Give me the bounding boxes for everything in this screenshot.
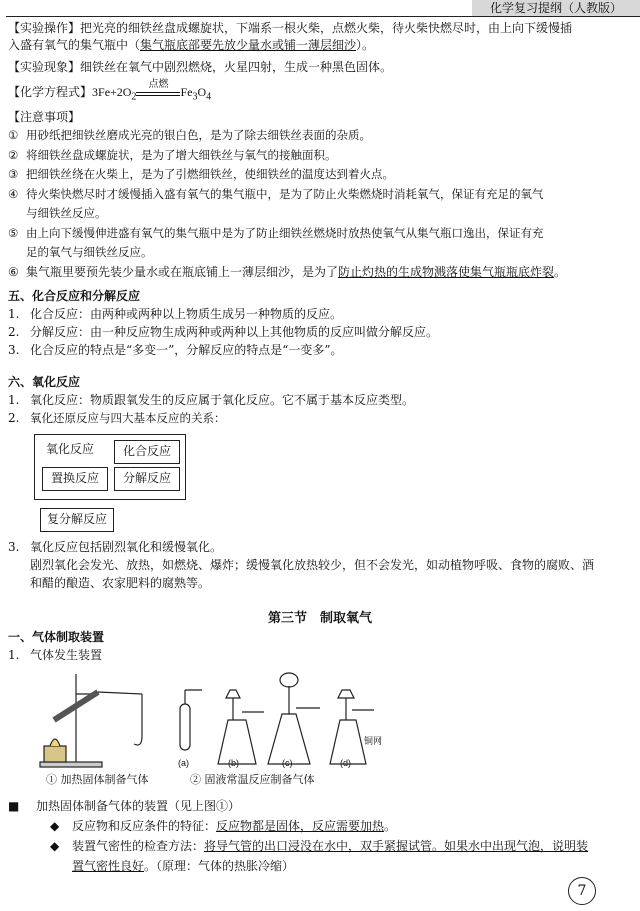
bullet-underlined: 将导气管的出口浸没在水中，双手紧握试管。如果水中出现气泡，说明装	[204, 839, 589, 853]
operation-paragraph	[8, 20, 598, 55]
item-number: 2.	[8, 411, 20, 426]
experiment-block	[8, 20, 598, 282]
lamp-flame	[50, 739, 60, 746]
section-6-list	[8, 391, 598, 427]
note-text: 待火柴快燃尽时才缓慢插入盛有氧气的集气瓶中，是为了防止火柴燃烧时消耗氧气，保证有充足的氧气	[26, 186, 544, 201]
item-text: 氧化还原反应与四大基本反应的关系：	[30, 411, 226, 426]
flask-c	[268, 714, 310, 764]
item-detail-a: 剧烈氧化会发光、放热，如燃烧、爆炸；缓慢氧化放热较少，但不会发光，如动植物呼吸、食物的腐败、酒	[30, 558, 595, 572]
note-item	[8, 126, 598, 146]
diamond-bullet-icon: ◆	[50, 839, 60, 853]
eq-sub: 2	[131, 91, 137, 103]
stand-base	[40, 762, 102, 767]
note-text: 用砂纸把细铁丝磨成光亮的银白色，是为了除去细铁丝表面的杂质。	[26, 128, 371, 143]
label-c: (c)	[282, 758, 293, 768]
op-text-underlined: 集气瓶底部要先放少量水或铺一薄层细沙	[140, 38, 357, 53]
bullet-label: 装置气密性的检查方法：	[72, 839, 205, 853]
list-item	[8, 305, 598, 323]
item-number: 2.	[8, 325, 20, 340]
eq-sub-2: 4	[206, 91, 212, 103]
note-text: 集气瓶里要预先装少量水或在瓶底铺上一薄层细沙，是为了	[26, 264, 339, 279]
square-bullet-item	[8, 796, 598, 816]
note-mark: ③	[8, 167, 19, 182]
lamp-body	[44, 746, 66, 762]
eq-condition: 点燃	[148, 79, 169, 91]
op-text-c: ）。	[356, 38, 375, 53]
list-item	[8, 323, 598, 341]
label-b: (b)	[228, 758, 239, 768]
bullet-end: 。	[384, 819, 397, 833]
square-bullet-icon: ■	[8, 799, 20, 813]
header-title: 化学复习提纲（人教版）	[472, 0, 640, 16]
item-detail-b: 和醋的酿造、农家肥料的腐熟等。	[30, 576, 211, 590]
apparatus-illustration	[30, 664, 400, 768]
op-label: 【实验操作】	[8, 21, 81, 35]
note-item	[8, 146, 598, 166]
section-3-title: 第三节 制取氧气	[267, 611, 372, 626]
caption-heating: ① 加热固体制备气体	[46, 773, 149, 786]
note-text: 足的氧气与细铁丝反应。	[26, 245, 153, 260]
note-text: 把细铁丝绕在火柴上，是为了引燃细铁丝，使细铁丝的温度达到着火点。	[26, 167, 394, 182]
note-text: 由上向下缓慢伸进盛有氧气的集气瓶中是为了防止细铁丝燃烧时放热使氧气从集气瓶口逸出，保证有充	[26, 225, 544, 240]
item-number: 1.	[8, 393, 20, 408]
phen-label: 【实验现象】	[8, 59, 81, 74]
op-text-b: 入盛有氧气的集气瓶中（	[8, 38, 141, 53]
item-text: 氧化反应包括剧烈氧化和缓慢氧化。	[30, 540, 223, 554]
note-mark: ①	[8, 128, 19, 143]
diamond-bullet-icon: ◆	[50, 819, 60, 833]
delivery-bend	[134, 694, 142, 745]
item-number: 3.	[8, 540, 20, 554]
caption-solid-liquid: ② 固液常温反应制备气体	[190, 773, 315, 786]
list-item	[8, 409, 598, 427]
eq-left: 3Fe+2O	[92, 85, 132, 100]
gas-apparatus-title: 一、气体制取装置	[8, 630, 105, 644]
header-rule	[6, 16, 640, 17]
decomposition-box: 分解反应	[114, 467, 180, 491]
apparatus-notes	[8, 796, 598, 876]
gas-apparatus-block	[8, 628, 598, 664]
list-item	[8, 538, 598, 556]
note-item	[8, 204, 598, 224]
op-text-a: 把光亮的细铁丝盘成螺旋状，下端系一根火柴，点燃火柴，待火柴快燃尽时，由上向下缓慢插	[80, 21, 573, 35]
label-d: (d)	[340, 758, 351, 768]
item-number: 1.	[8, 648, 20, 662]
note-item	[8, 185, 598, 205]
note-mark: ④	[8, 186, 19, 201]
notes-list	[8, 126, 598, 282]
tube-a	[180, 704, 190, 750]
diamond-bullet-item	[8, 816, 598, 836]
section-5	[8, 288, 598, 359]
list-item	[8, 341, 598, 359]
double-decomposition-box: 复分解反应	[40, 508, 114, 532]
reaction-arrow	[136, 79, 180, 96]
list-item	[8, 646, 598, 664]
item-text: 化合反应：由两种或两种以上物质生成另一种物质的反应。	[30, 307, 343, 322]
bullet-label: 反应物和反应条件的特征：	[72, 819, 217, 833]
eq-oxygen: O	[197, 85, 207, 100]
mesh-label: 铜网	[364, 736, 383, 746]
note-text: 将细铁丝盘成螺旋状，是为了增大细铁丝与氧气的接触面积。	[26, 147, 337, 162]
diamond-bullet-item	[8, 836, 598, 856]
bullet-continuation	[8, 856, 598, 876]
section-6-title: 六、氧化反应	[8, 375, 81, 389]
item-number: 3.	[8, 343, 20, 358]
phenomenon-paragraph	[8, 59, 598, 76]
combination-box: 化合反应	[114, 440, 180, 464]
page-number: 7	[568, 877, 596, 905]
note-item	[8, 224, 598, 244]
item-text: 气体发生装置	[30, 648, 103, 662]
note-text-end: 。	[554, 264, 567, 279]
section-5-title: 五、化合反应和分解反应	[8, 289, 141, 303]
item-number: 1.	[8, 307, 20, 322]
notes-label: 【注意事项】	[8, 110, 81, 125]
bullet-underlined: 反应物都是固体，反应需要加热	[216, 819, 385, 833]
bullet-text: 加热固体制备气体的装置（见上图①）	[36, 799, 241, 813]
note-mark: ⑥	[8, 264, 19, 279]
item-text: 氧化反应：物质跟氧发生的反应属于氧化反应。它不属于基本反应类型。	[30, 393, 415, 408]
note-mark: ⑤	[8, 225, 19, 240]
section-6-item-3	[8, 538, 598, 592]
note-mark: ②	[8, 147, 19, 162]
note-item	[8, 165, 598, 185]
displacement-box: 置换反应	[42, 467, 108, 491]
note-text-underlined: 防止灼热的生成物溅落使集气瓶瓶底炸裂	[338, 264, 555, 279]
note-text: 与细铁丝反应。	[26, 206, 107, 221]
item-text: 化合反应的特点是“多变一”，分解反应的特点是“一变多”。	[30, 343, 343, 358]
bullet-end: 。（原理：气体的热胀冷缩）	[144, 859, 295, 873]
chemical-equation	[92, 79, 212, 103]
note-item	[8, 243, 598, 263]
eq-label: 【化学方程式】	[8, 85, 93, 100]
equation-paragraph	[8, 79, 598, 105]
section-5-list	[8, 305, 598, 359]
item-text: 分解反应：由一种反应物生成两种或两种以上其他物质的反应叫做分解反应。	[30, 325, 439, 340]
label-a: (a)	[178, 758, 189, 768]
note-item	[8, 263, 598, 283]
list-item	[8, 391, 598, 409]
delivery-tube	[98, 692, 142, 694]
bullet-underlined: 置气密性良好	[72, 859, 145, 873]
section-6	[8, 374, 598, 427]
eq-sub-1: 3	[192, 91, 198, 103]
oxidation-label: 氧化反应	[46, 442, 95, 456]
eq-right: Fe	[180, 85, 193, 100]
phen-text: 细铁丝在氧气中剧烈燃烧，火星四射，生成一种黑色固体。	[80, 59, 393, 74]
